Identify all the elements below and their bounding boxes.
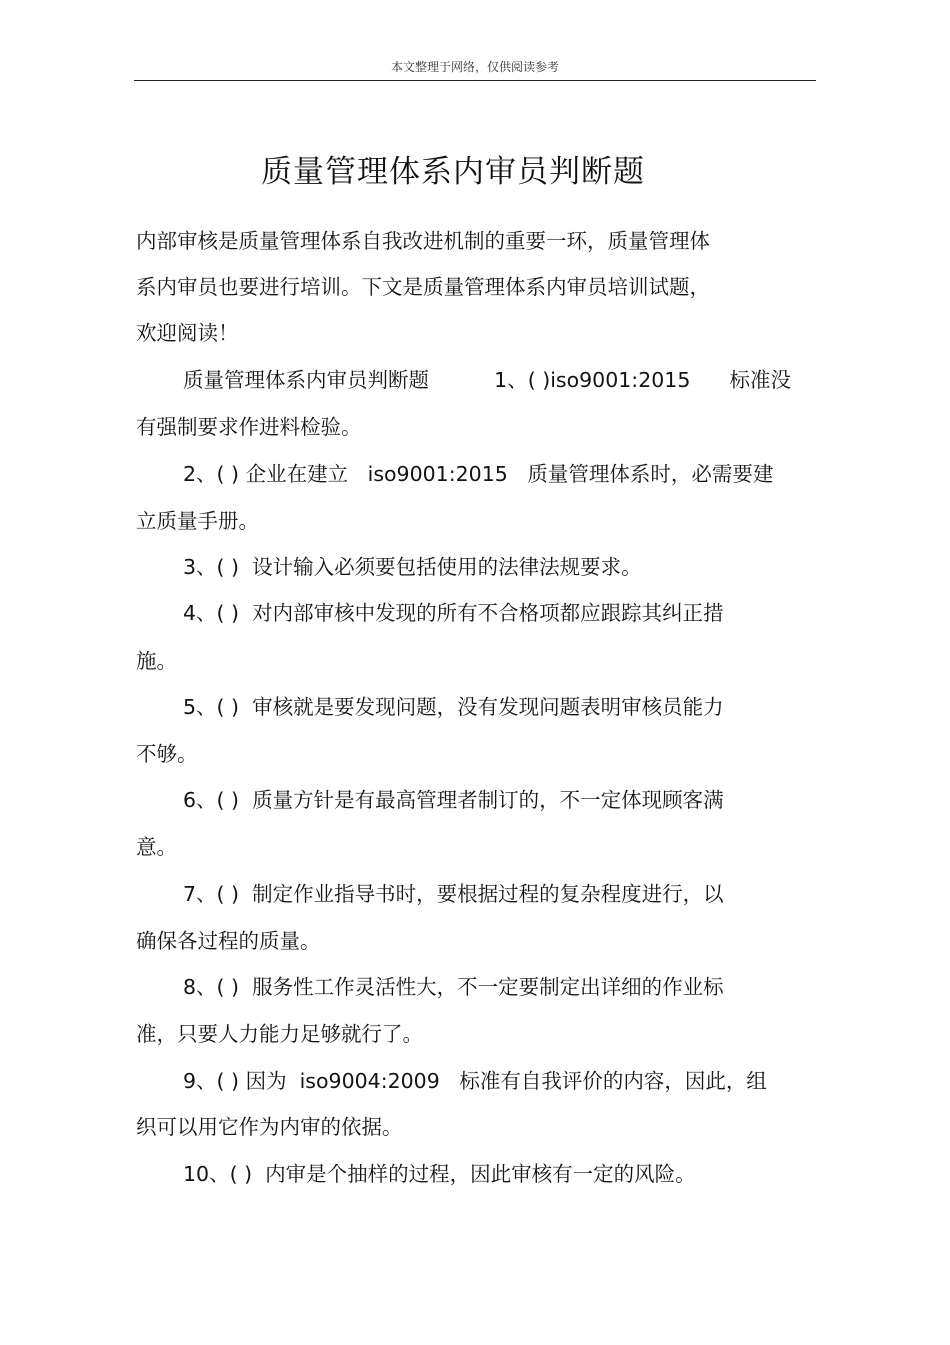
question-line: 3、( ) 设计输入必须要包括使用的法律法规要求。 <box>183 555 642 579</box>
question-line: 施。 <box>136 649 177 673</box>
header-note: 本文整理于网络，仅供阅读参考 <box>390 60 559 74</box>
question-line: 10、( ) 内审是个抽样的过程，因此审核有一定的风险。 <box>183 1162 696 1186</box>
question-line: 9、( ) 因为 iso9004:2009 标准有自我评价的内容，因此，组 <box>183 1069 767 1093</box>
question-line: 立质量手册。 <box>136 509 259 533</box>
question-line: 5、( ) 审核就是要发现问题，没有发现问题表明审核员能力 <box>183 695 724 719</box>
question-line: 意。 <box>136 835 177 859</box>
question-line: 7、( ) 制定作业指导书时，要根据过程的复杂程度进行，以 <box>183 882 724 906</box>
question-line: 2、( ) 企业在建立 iso9001:2015 质量管理体系时，必需要建 <box>183 462 774 486</box>
intro-line: 系内审员也要进行培训。下文是质量管理体系内审员培训试题， <box>136 275 710 299</box>
intro-line: 欢迎阅读！ <box>136 321 239 345</box>
header-divider <box>134 80 816 81</box>
question-line: 确保各过程的质量。 <box>136 929 321 953</box>
question-line: 质量管理体系内审员判断题 1、( )iso9001:2015 标准没 <box>183 368 791 392</box>
question-line: 织可以用它作为内审的依据。 <box>136 1115 403 1139</box>
question-line: 6、( ) 质量方针是有最高管理者制订的，不一定体现顾客满 <box>183 788 724 812</box>
page-title: 质量管理体系内审员判断题 <box>261 154 645 190</box>
question-line: 有强制要求作进料检验。 <box>136 415 362 439</box>
question-line: 不够。 <box>136 742 198 766</box>
question-line: 准，只要人力能力足够就行了。 <box>136 1022 423 1046</box>
question-line: 4、( ) 对内部审核中发现的所有不合格项都应跟踪其纠正措 <box>183 601 724 625</box>
question-line: 8、( ) 服务性工作灵活性大，不一定要制定出详细的作业标 <box>183 975 724 999</box>
intro-line: 内部审核是质量管理体系自我改进机制的重要一环，质量管理体 <box>136 229 710 253</box>
